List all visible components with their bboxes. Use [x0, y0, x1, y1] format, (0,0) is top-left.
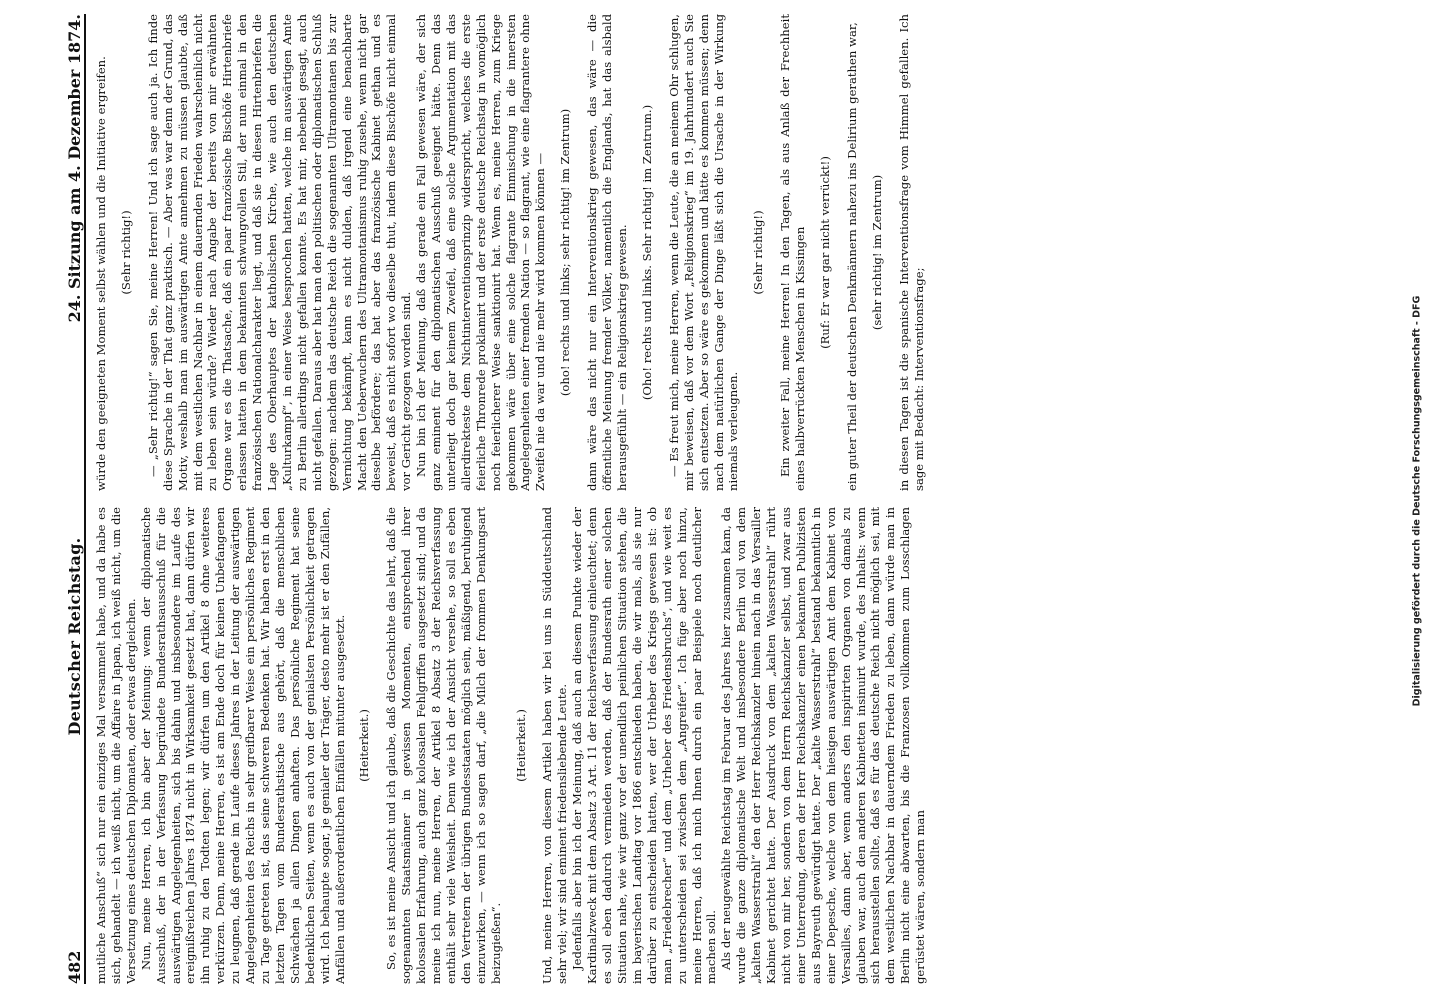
- paragraph: Als der neugewählte Reichstag im Februar des Jahres hier zusammen kam, da wurde die ganze diplomatische Welt und insbesondere Berlin voll von dem „kalten Wasserstrahl“ den der Herr Reichskanzler hinein nach in das Versailler Kabinet gerichtet hatte. Der Ausdruck von dem „kalten Wasserstrahl“ rührt nicht von mir her, sondern von dem Herrn Reichskanzler selbst, und zwar aus einer Unterredung, deren der Herr Reichskanzler einen bekannten Publizisten aus Bayreuth gewürdigt hatte. Der „kalte Wasserstrahl“ bestand bekanntlich in einer Depesche, welche von dem hiesigen auswärtigen Amt dem Kabinet von Versailles, dann aber, wenn anders den inspirirten Organen von damals zu glauben war, auch den anderen Kabinetten insinuirt wurde, des Inhalts: wenn sich herausstellen sollte, daß es für das deutsche Reich nicht möglich sei, mit dem westlichen Nachbar in dauerndem Frieden zu leben, dann würde man in Berlin nicht eine abwarten, bis die Franzosen vollkommen zum Losschlagen gerüstet wären, sondern man: [719, 507, 928, 984]
- paragraph: — Es freut mich, meine Herren, wenn die Leute, die an meinem Ohr schlugen, mir beweisen, daß vor dem Wort „Religionskrieg“ im 19. Jahrhundert auch Sie sich entsetzen. Aber so wäre es gekommen und hätte es kommen müssen; denn nach dem natürlichen Gange der Dinge läßt sich die Ursache in der Wirkung niemals verleugnen.: [666, 14, 741, 491]
- paragraph: in diesen Tagen ist die spanische Interventionsfrage vom Himmel gefallen. Ich sage mit Bedacht: Interventionsfrage;: [896, 14, 926, 491]
- remark: (Heiterkeit.): [513, 709, 528, 782]
- remark: (Heiterkeit.): [357, 709, 372, 782]
- rotated-page: [58, 0, 1403, 1000]
- paragraph: Nun, meine Herren, ich bin aber der Meinung: wenn der diplomatische Ausschuß, der in der Verfassung begründete Bundesrathsausschuß für die auswärtigen Angelegenheiten, sich bis dahin und insbesondere im Laufe des ereignißreichen Jahres 1874 nicht in Wirksamkeit gesetzt hat, dann dürfen wir ihn ruhig zu den Todten legen; wir dürfen um den Artikel 8 ohne weiteres verkürzen. Denn, meine Herren, es ist am Ende doch für keinen Unbefangenen zu leugnen, daß gerade im Laufe dieses Jahres in der Leitung der auswärtigen Angelegenheiten des Reichs in sehr greifbarer Weise ein persönliches Regiment zu Tage getreten ist, das seine schweren Bedenken hat. Wir haben erst in den letzten Tagen vom Bundesrathstische aus gehört, daß die menschlichen Schwächen ja allen Dingen anhaften. Das persönliche Regiment hat seine bedenklichen Seiten, wenn es auch von der genialsten Persönlichkeit getragen wird. Ich behaupte sogar, je genialer der Träger, desto mehr ist er den Zufällen, Anfällen und außerordentlichen Einfällen mitunter ausgesetzt.: [138, 507, 347, 984]
- paragraph: So, es ist meine Ansicht und ich glaube, daß die Geschichte das lehrt, daß die sogenannten Staatsmänner in gewissen Momenten, entsprechend ihrer kolossalen Erfahrung, auch ganz kolossalen Fehlgriffen ausgesetzt sind; und da meine ich nun, meine Herren, der Artikel 8 Absatz 3 der Reichsverfassung enthält sehr viele Weisheit. Denn wie ich der Ansicht versehe, so soll es eben den Vertretern der übrigen Bundesstaaten möglich sein, mäßigend, beruhigend einzuwirken, — wenn ich so sagen darf, „die Milch der frommen Denkungsart beizugießen“.: [384, 507, 503, 984]
- session-date: 24. Sitzung am 4. Dezember 1874.: [65, 14, 84, 323]
- remark: (Sehr richtig!): [118, 210, 133, 295]
- column-left: [94, 507, 1397, 984]
- remark: (oho! rechts und links; sehr richtig! im Zentrum): [558, 108, 573, 397]
- text-columns: [94, 14, 1397, 984]
- column-right: [94, 14, 1397, 491]
- paragraph: mutliche Anschuß“ sich nur ein einziges Mal versammelt habe, und da habe es sich, gehandelt — ich weiß nicht, um die Affaire in Japan, ich weiß nicht, um die Versetzung eines deutschen Diplomaten, oder etwas dergleichen.: [94, 507, 138, 984]
- paragraph: Jedenfalls aber bin ich der Meinung, daß auch an diesem Punkte wieder der Kardinalzweck mit dem Absatz 3 Art. 11 der Reichsverfassung einleuchtet; denn es soll eben dadurch vermieden werden, daß der Bundesrath einer solchen Situation nahe, wie wir ganz vor der unendlich peinlichen Situation stehen, die im bayerischen Landtag vor 1866 entschieden haben, die wir mals, als sie nur darüber zu entscheiden hatten, wer der Urheber des Kriegs gewesen ist: ob man „Friedebrecher“ und dem „Urheber des Friedensbruchs“, und wie weit es zu unterscheiden sei zwischen dem „Angreifer“. Ich füge aber noch hinzu, meine Herren, daß ich mich Ihnen durch ein paar Beispiele noch deutlicher machen soll.: [570, 507, 719, 984]
- remark: (Oho! rechts und links. Sehr richtig! im Zentrum.): [639, 104, 654, 401]
- paragraph: Ein zweiter Fall, meine Herren! In den Tagen, als aus Anlaß der Frechheit eines halbverrückten Menschen in Kissingen: [778, 14, 808, 491]
- page-number: 482: [65, 950, 84, 984]
- watermark-text: Digitalisierung gefördert durch die Deutsche Forschungsgemeinschaft - DFG: [1411, 295, 1423, 707]
- remark: (Sehr richtig!): [751, 210, 766, 295]
- paragraph: dann wäre das nicht nur ein Interventionskrieg gewesen, das wäre — die öffentliche Meinung fremder Völker, namentlich die Englands, hat das alsbald herausgefühlt — ein Religionskrieg gewesen.: [585, 14, 629, 491]
- dfg-watermark: [1404, 6, 1430, 996]
- paragraph: Und, meine Herren, von diesem Artikel haben wir bei uns in Süddeutschland sehr viel; wir sind eminent friedensliebende Leute.: [540, 507, 570, 984]
- page-header: [60, 14, 86, 984]
- paragraph: — „Sehr richtig!“ sagen Sie, meine Herren! Und ich sage auch ja. Ich finde diese Sprache in der That ganz praktisch. — Aber was war denn der Grund, das Motiv, weshalb man im auswärtigen Amte annehmen zu müssen glaubte, daß mit dem westlichen Nachbar in einem dauernden Frieden wahrscheinlich nicht zu leben sein würde? Wieder nach Angabe der bereits von mir erwähnten Organe war es die Thatsache, daß ein paar französische Bischöfe Hirtenbriefe erlassen hatten in dem bekannten schwungvollen Stil, der nun einmal in den französischen Nationalcharakter liegt, und daß sie in diesen Hirtenbriefen die Lage des Oberhauptes der katholischen Kirche, wie auch den deutschen „Kulturkampf“, in einer Weise besprochen hatten, welche im auswärtigen Amte zu Berlin allerdings nicht gefallen konnte. Es hat mir, nebenbei gesagt, auch nicht gefallen. Daraus aber hat man den politischen oder diplomatischen Schluß gezogen: nachdem das deutsche Reich die sogenannten Ultramontanen bis zur Vernichtung bekämpft, kann es nicht dulden, daß irgend eine benachbarte Macht den Ueberwuchern des Ultramontanismus ruhig zusehe, wenn nicht gar dieselbe befördere; das hat aber das französische Kabinet gethan und es beweist, daß es nicht sofort wo dieselbe thut, indem diese Bischöfe nicht einmal vor Gericht gezogen worden sind.: [145, 14, 414, 491]
- remark: (sehr richtig! im Zentrum): [869, 174, 884, 331]
- paragraph: würde den geeigneten Moment selbst wählen und die Initiative ergreifen.: [94, 56, 108, 491]
- publication-title: Deutscher Reichstag.: [65, 537, 84, 736]
- remark: (Ruf: Er war gar nicht verrückt!): [818, 156, 833, 349]
- paragraph: ein guter Theil der deutschen Denkmännern nahezu ins Delirium gerathen war,: [844, 22, 859, 491]
- paragraph: Nun bin ich der Meinung, daß das gerade ein Fall gewesen wäre, der sich ganz eminent für den diplomatischen Ausschuß geeignet hätte. Denn das unterliegt doch gar keinem Zweifel, daß eine solche Argumentation mit das allerdirekteste dem Nichtinterventionsprinzip widerspricht, welches die erste feierliche Thronrede proklamirt und der erste deutsche Reichstag in womöglich noch feierlicherer Weise sanktionirt hat. Wenn es, meine Herren, zum Kriege gekommen wäre über eine solche flagrante Einmischung in die innersten Angelegenheiten einer fremden Nation — so flagrant, wie eine flagrantere ohne Zweifel nie da war und nie mehr wird kommen können —: [414, 14, 548, 491]
